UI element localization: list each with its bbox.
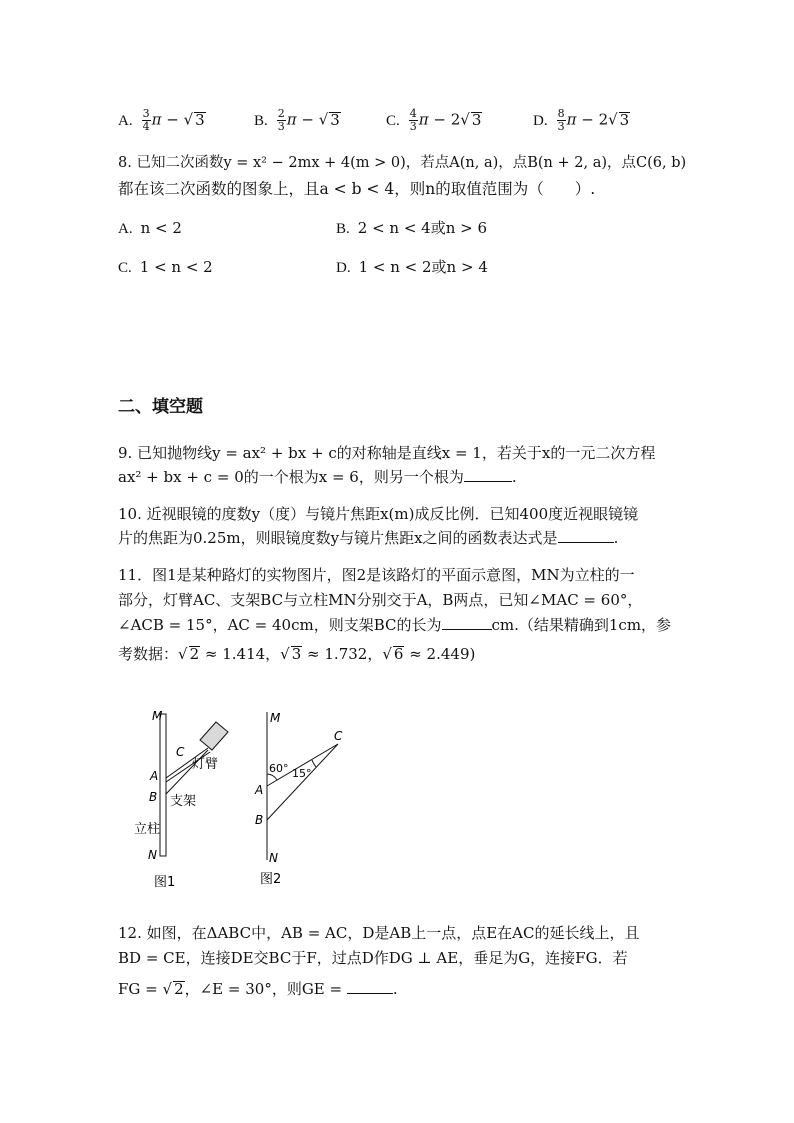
figure-2 [250, 700, 360, 890]
q8-option-b: B. 2 < n < 4或n > 6 [336, 219, 488, 237]
q11-line-4: 考数据：√ 2 ≈ 1.414，√ 3 ≈ 1.732，√ 6 ≈ 2.449) [118, 645, 476, 663]
q7-option-d: D. $\frac{8}{3}$ π − 2√ 3 [533, 107, 630, 133]
label-B: B [149, 790, 158, 804]
label-C: C [176, 745, 185, 759]
section-heading: 二、填空题 [118, 397, 203, 417]
label-B: B [255, 813, 264, 827]
q11-line-2: 部分，灯臂AC、支架BC与立柱MN分别交于A，B两点，已知∠MAC = 60°， [118, 591, 643, 609]
q10-line-1: 10. 近视眼镜的度数y（度）与镜片焦距x(m)成反比例．已知400度近视眼镜镜 [118, 505, 639, 523]
lamp-head-shape [200, 722, 228, 750]
angle-15-arc [312, 760, 316, 767]
angle-15-label: 15° [292, 767, 312, 780]
answer-blank[interactable] [558, 528, 614, 543]
q9-line-2: ax² + bx + c = 0的一个根为x = 6，则另一个根为 . [118, 468, 517, 486]
q8-option-a: A. n < 2 [118, 219, 182, 237]
answer-blank[interactable] [347, 979, 393, 994]
figure-1-caption: 图1 [154, 875, 176, 890]
q8-option-c: C. 1 < n < 2 [118, 258, 213, 276]
label-N: N [148, 848, 157, 862]
q11-line-3: ∠ACB = 15°，AC = 40cm，则支架BC的长为 cm.（结果精确到1cm，参 [118, 616, 672, 634]
q10-line-2: 片的焦距为0.25m，则眼镜度数y与镜片焦距x之间的函数表达式是 . [118, 529, 619, 547]
figure-1 [128, 700, 238, 890]
q12-line-3: FG = √ 2，∠E = 30°，则GE = . [118, 980, 398, 998]
pole-shape [160, 714, 166, 856]
q7-option-c: C. $\frac{4}{3}$ π − 2√ 3 [386, 107, 482, 133]
q7-option-b: B. $\frac{2}{3}$ π − √ 3 [254, 107, 340, 133]
q8-option-d: D. 1 < n < 2或n > 4 [336, 258, 488, 276]
label-arm: 灯臂 [192, 757, 219, 772]
q12-line-2: BD = CE，连接DE交BC于F，过点D作DG ⊥ AE，垂足为G，连接FG．若 [118, 949, 628, 967]
q7-option-a: A. $\frac{3}{4}$ π − √ 3 [118, 107, 205, 133]
q8-line-2: 都在该二次函数的图象上，且a < b < 4，则n的取值范围为（ ）. [118, 180, 596, 198]
label-M: M [152, 709, 163, 723]
label-bracket: 支架 [170, 794, 197, 809]
label-C: C [334, 729, 343, 743]
q12-line-1: 12. 如图，在ΔABC中，AB = AC，D是AB上一点，点E在AC的延长线上，且 [118, 924, 640, 942]
answer-blank[interactable] [464, 467, 512, 482]
label-pole: 立柱 [134, 822, 161, 837]
label-M: M [270, 711, 281, 725]
label-A: A [150, 769, 159, 783]
label-N: N [269, 851, 278, 865]
q8-line-1: 8. 已知二次函数y = x² − 2mx + 4(m > 0)，若点A(n, a)，点B(n + 2, a)，点C(6, b) [118, 155, 687, 171]
label-A: A [255, 783, 264, 797]
q11-line-1: 11．图1是某种路灯的实物图片，图2是该路灯的平面示意图，MN为立柱的一 [118, 566, 635, 584]
figure-2-caption: 图2 [260, 872, 282, 887]
answer-blank[interactable] [442, 615, 492, 630]
angle-60-label: 60° [269, 762, 289, 775]
q9-line-1: 9. 已知抛物线y = ax² + bx + c的对称轴是直线x = 1，若关于x的一元二次方程 [118, 444, 656, 462]
segment-BC [267, 744, 338, 820]
